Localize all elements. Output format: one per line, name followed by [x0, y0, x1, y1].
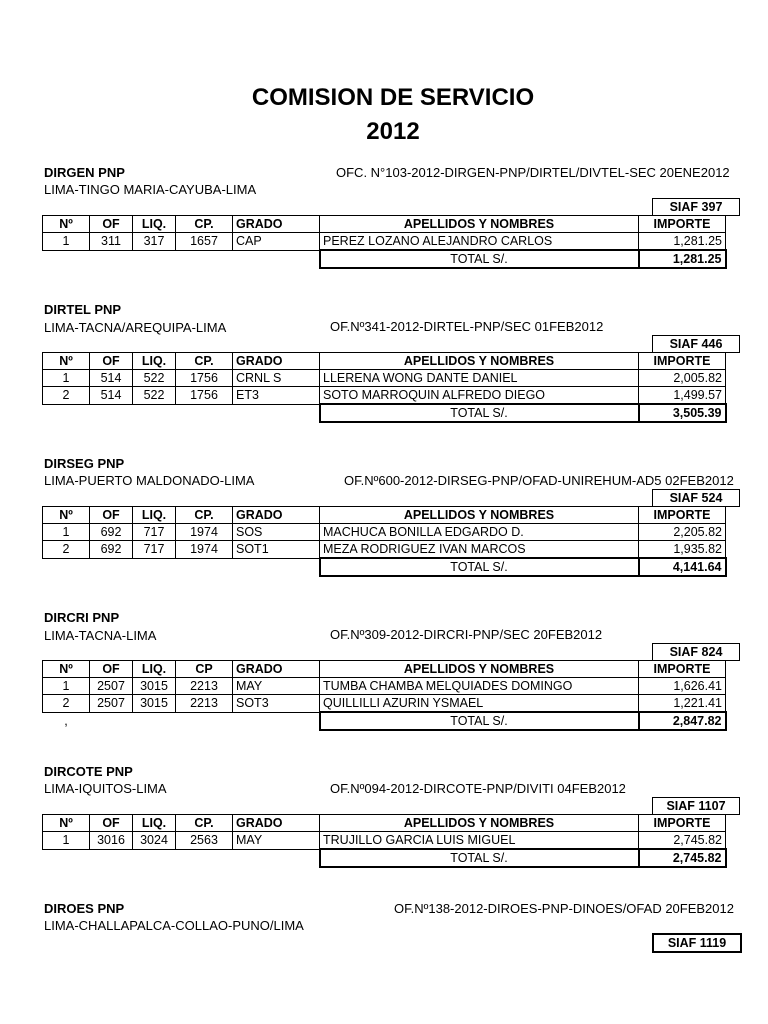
cell-num: 1: [43, 524, 90, 541]
cell-importe: 2,205.82: [639, 524, 726, 541]
cell-name: SOTO MARROQUIN ALFREDO DIEGO: [320, 387, 639, 405]
cell-liq: 717: [133, 541, 176, 559]
cell-grado: SOT1: [233, 541, 320, 559]
total-row: [43, 250, 726, 268]
col-num: Nº: [43, 507, 90, 524]
total-label: TOTAL S/.: [320, 558, 639, 576]
table-row: [43, 832, 726, 850]
col-importe: IMPORTE: [639, 216, 726, 233]
col-importe: IMPORTE: [639, 815, 726, 832]
unit-title: DIRTEL PNP: [44, 302, 122, 317]
col-of: OF: [90, 216, 133, 233]
cell-of: 692: [90, 524, 133, 541]
office-reference: OF.Nº341-2012-DIRTEL-PNP/SEC 01FEB2012: [330, 319, 604, 334]
col-cp: CP: [176, 661, 233, 678]
total-label: TOTAL S/.: [320, 250, 639, 268]
cell-cp: 2213: [176, 678, 233, 695]
cell-of: 514: [90, 387, 133, 405]
col-grado: GRADO: [233, 661, 320, 678]
total-label: TOTAL S/.: [320, 712, 639, 730]
col-nombres: APELLIDOS Y NOMBRES: [320, 815, 639, 832]
cell-liq: 522: [133, 387, 176, 405]
unit-title: DIRCRI PNP: [44, 610, 120, 625]
cell-of: 692: [90, 541, 133, 559]
stray-comma: ,: [64, 713, 68, 728]
cell-grado: MAY: [233, 832, 320, 850]
cell-importe: 1,281.25: [639, 233, 726, 251]
cell-cp: 1974: [176, 524, 233, 541]
table-header-row: [43, 661, 726, 678]
total-value: 2,847.82: [639, 712, 726, 730]
office-reference: OF.Nº138-2012-DIROES-PNP-DINOES/OFAD 20FEB2012: [394, 901, 734, 916]
col-nombres: APELLIDOS Y NOMBRES: [320, 353, 639, 370]
cell-importe: 1,221.41: [639, 695, 726, 713]
col-num: Nº: [43, 815, 90, 832]
route: LIMA-TACNA/AREQUIPA-LIMA: [44, 320, 227, 335]
total-label: TOTAL S/.: [320, 849, 639, 867]
col-cp: CP.: [176, 507, 233, 524]
cell-name: LLERENA WONG DANTE DANIEL: [320, 370, 639, 387]
siaf-badge: SIAF 824: [652, 643, 740, 661]
cell-num: 1: [43, 233, 90, 251]
siaf-badge: SIAF 397: [652, 198, 740, 216]
col-cp: CP.: [176, 353, 233, 370]
total-row: [43, 558, 726, 576]
cell-num: 2: [43, 387, 90, 405]
cell-grado: CAP: [233, 233, 320, 251]
total-value: 2,745.82: [639, 849, 726, 867]
cell-name: PEREZ LOZANO ALEJANDRO CARLOS: [320, 233, 639, 251]
table-row: [43, 524, 726, 541]
cell-liq: 3024: [133, 832, 176, 850]
cell-num: 1: [43, 370, 90, 387]
cell-cp: 2213: [176, 695, 233, 713]
table-header-row: [43, 507, 726, 524]
col-of: OF: [90, 353, 133, 370]
cell-importe: 1,499.57: [639, 387, 726, 405]
cell-cp: 1756: [176, 387, 233, 405]
cell-grado: SOT3: [233, 695, 320, 713]
cell-importe: 2,745.82: [639, 832, 726, 850]
table-header-row: [43, 815, 726, 832]
siaf-badge: SIAF 1107: [652, 797, 740, 815]
col-importe: IMPORTE: [639, 353, 726, 370]
col-grado: GRADO: [233, 815, 320, 832]
cell-liq: 3015: [133, 695, 176, 713]
office-reference: OF.Nº094-2012-DIRCOTE-PNP/DIVITI 04FEB2012: [330, 781, 626, 796]
cell-name: MEZA RODRIGUEZ IVAN MARCOS: [320, 541, 639, 559]
cell-importe: 1,626.41: [639, 678, 726, 695]
route: LIMA-TACNA-LIMA: [44, 628, 157, 643]
cell-grado: CRNL S: [233, 370, 320, 387]
col-liq: LIQ.: [133, 661, 176, 678]
cell-num: 1: [43, 832, 90, 850]
cell-name: TRUJILLO GARCIA LUIS MIGUEL: [320, 832, 639, 850]
cell-of: 2507: [90, 678, 133, 695]
cell-importe: 1,935.82: [639, 541, 726, 559]
col-nombres: APELLIDOS Y NOMBRES: [320, 661, 639, 678]
commission-table: [42, 660, 727, 731]
col-liq: LIQ.: [133, 353, 176, 370]
cell-liq: 317: [133, 233, 176, 251]
col-importe: IMPORTE: [639, 661, 726, 678]
table-header-row: [43, 216, 726, 233]
table-header-row: [43, 353, 726, 370]
col-num: Nº: [43, 353, 90, 370]
total-value: 4,141.64: [639, 558, 726, 576]
cell-name: QUILLILLI AZURIN YSMAEL: [320, 695, 639, 713]
cell-liq: 522: [133, 370, 176, 387]
total-label: TOTAL S/.: [320, 404, 639, 422]
cell-of: 311: [90, 233, 133, 251]
cell-of: 3016: [90, 832, 133, 850]
total-row: [43, 712, 726, 730]
cell-num: 2: [43, 695, 90, 713]
siaf-badge: SIAF 1119: [652, 933, 742, 953]
page-year: 2012: [366, 118, 420, 145]
cell-grado: ET3: [233, 387, 320, 405]
route: LIMA-CHALLAPALCA-COLLAO-PUNO/LIMA: [44, 918, 304, 933]
unit-title: DIRGEN PNP: [44, 165, 125, 180]
col-cp: CP.: [176, 216, 233, 233]
route: LIMA-PUERTO MALDONADO-LIMA: [44, 473, 255, 488]
cell-of: 2507: [90, 695, 133, 713]
office-reference: OFC. N°103-2012-DIRGEN-PNP/DIRTEL/DIVTEL-SEC 20ENE2012: [336, 165, 730, 180]
col-cp: CP.: [176, 815, 233, 832]
cell-liq: 3015: [133, 678, 176, 695]
col-of: OF: [90, 661, 133, 678]
office-reference: OF.Nº600-2012-DIRSEG-PNP/OFAD-UNIREHUM-AD5 02FEB2012: [344, 473, 734, 488]
commission-table: [42, 506, 727, 577]
route: LIMA-TINGO MARIA-CAYUBA-LIMA: [44, 182, 257, 197]
cell-importe: 2,005.82: [639, 370, 726, 387]
unit-title: DIROES PNP: [44, 901, 125, 916]
table-row: [43, 233, 726, 251]
col-of: OF: [90, 815, 133, 832]
table-row: [43, 387, 726, 405]
col-importe: IMPORTE: [639, 507, 726, 524]
col-grado: GRADO: [233, 353, 320, 370]
col-liq: LIQ.: [133, 507, 176, 524]
unit-title: DIRSEG PNP: [44, 456, 125, 471]
total-row: [43, 404, 726, 422]
cell-num: 2: [43, 541, 90, 559]
siaf-badge: SIAF 524: [652, 489, 740, 507]
table-row: [43, 695, 726, 713]
unit-title: DIRCOTE PNP: [44, 764, 133, 779]
siaf-badge: SIAF 446: [652, 335, 740, 353]
cell-of: 514: [90, 370, 133, 387]
col-liq: LIQ.: [133, 216, 176, 233]
cell-grado: SOS: [233, 524, 320, 541]
cell-cp: 1756: [176, 370, 233, 387]
commission-table: [42, 814, 727, 868]
cell-num: 1: [43, 678, 90, 695]
col-of: OF: [90, 507, 133, 524]
col-nombres: APELLIDOS Y NOMBRES: [320, 216, 639, 233]
col-nombres: APELLIDOS Y NOMBRES: [320, 507, 639, 524]
table-row: [43, 370, 726, 387]
cell-cp: 1974: [176, 541, 233, 559]
cell-name: TUMBA CHAMBA MELQUIADES DOMINGO: [320, 678, 639, 695]
cell-grado: MAY: [233, 678, 320, 695]
commission-table: [42, 352, 727, 423]
total-value: 1,281.25: [639, 250, 726, 268]
office-reference: OF.Nº309-2012-DIRCRI-PNP/SEC 20FEB2012: [330, 627, 603, 642]
col-num: Nº: [43, 661, 90, 678]
total-value: 3,505.39: [639, 404, 726, 422]
route: LIMA-IQUITOS-LIMA: [44, 781, 167, 796]
col-liq: LIQ.: [133, 815, 176, 832]
total-row: [43, 849, 726, 867]
cell-cp: 1657: [176, 233, 233, 251]
cell-cp: 2563: [176, 832, 233, 850]
col-num: Nº: [43, 216, 90, 233]
page-title: COMISION DE SERVICIO: [251, 84, 535, 111]
commission-table: [42, 215, 727, 269]
table-row: [43, 678, 726, 695]
col-grado: GRADO: [233, 507, 320, 524]
col-grado: GRADO: [233, 216, 320, 233]
table-row: [43, 541, 726, 559]
cell-name: MACHUCA BONILLA EDGARDO D.: [320, 524, 639, 541]
cell-liq: 717: [133, 524, 176, 541]
